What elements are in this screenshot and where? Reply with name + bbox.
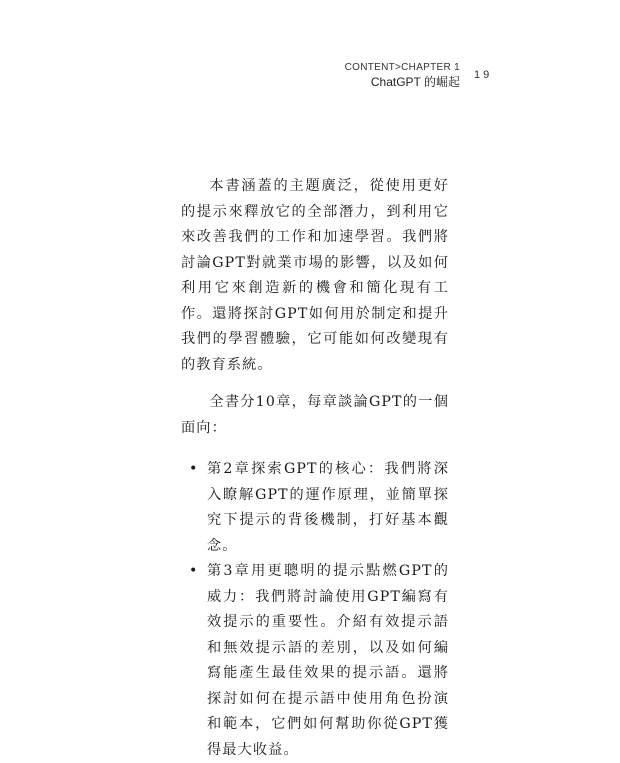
list-item bbox=[181, 559, 449, 763]
intro-paragraph: 本書涵蓋的主題廣泛，從使用更好的提示來釋放它的全部潛力，到利用它來改善我們的工作和加速學習。我們將討論GPT對就業市場的影響，以及如何利用它來創造新的機會和簡化現有工作。還將探討GPT如何用於制定和提升我們的學習體驗，它可能如何改變現有的教育系統。 bbox=[181, 178, 449, 373]
header-section-label: CONTENT>CHAPTER 1 bbox=[344, 62, 460, 73]
bullet-dot-icon: • bbox=[189, 563, 199, 579]
page-number: 19 bbox=[474, 69, 493, 81]
running-header bbox=[345, 60, 460, 90]
body-text bbox=[181, 174, 449, 763]
bullet-text: 第3章用更聰明的提示點燃GPT的威力：我們將討論使用GPT編寫有效提示的重要性。介紹有效提示語和無效提示語的差別，以及如何編寫能產生最佳效果的提示語。還將探討如何在提示語中使用角色扮演和範本，它們如何幫助你從GPT獲得最大收益。 bbox=[207, 563, 449, 758]
chapter-bullet-list bbox=[181, 457, 449, 763]
list-item bbox=[181, 457, 449, 559]
header-chapter-title: ChatGPT 的崛起 bbox=[370, 75, 460, 89]
bullet-text: 第2章探索GPT的核心：我們將深入瞭解GPT的運作原理，並簡單探究下提示的背後機制，打好基本觀念。 bbox=[207, 461, 449, 554]
bullet-dot-icon: • bbox=[189, 461, 199, 477]
chapter-summary-intro: 全書分10章，每章談論GPT的一個面向： bbox=[181, 394, 449, 436]
